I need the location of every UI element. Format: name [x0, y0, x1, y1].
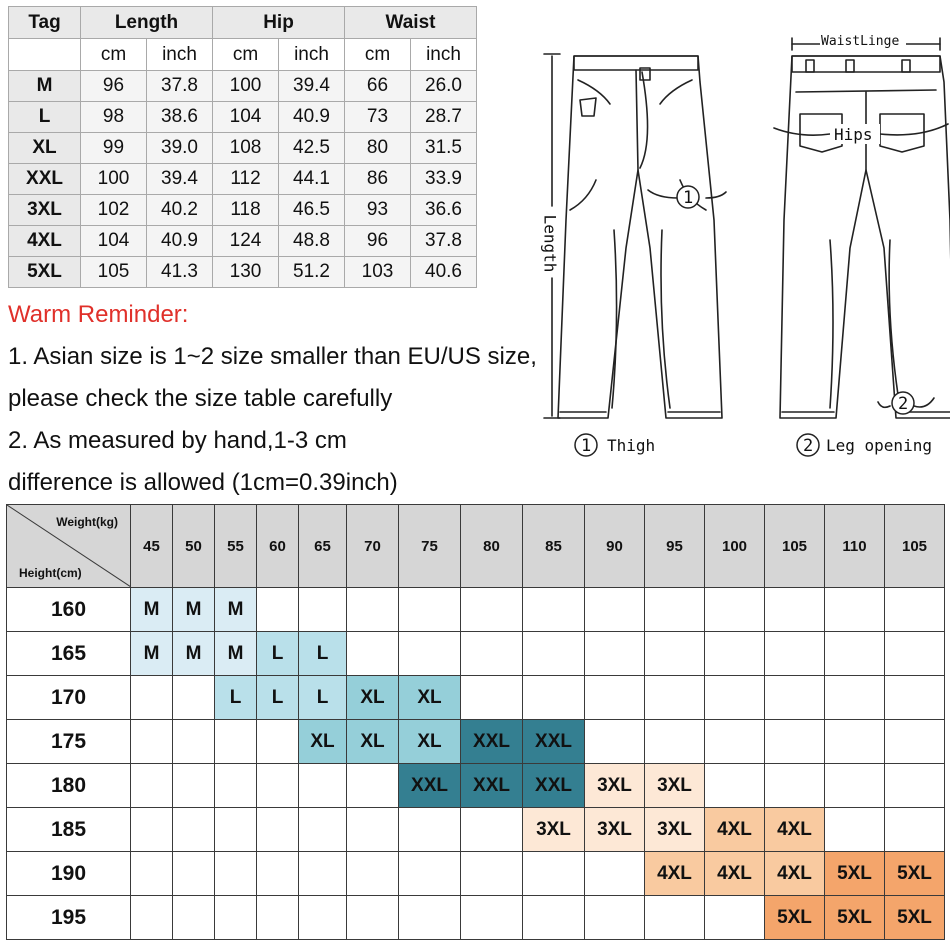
size-recommendation-cell: M: [215, 632, 257, 676]
size-value: 42.5: [279, 133, 345, 164]
size-recommendation-cell: 5XL: [765, 896, 825, 940]
unit-cell: inch: [411, 39, 477, 71]
empty-cell: [299, 852, 347, 896]
size-recommendation-cell: 5XL: [885, 896, 945, 940]
weight-header-cell: 100: [705, 505, 765, 588]
weight-header-cell: 50: [173, 505, 215, 588]
size-recommendation-cell: M: [131, 632, 173, 676]
size-value: 104: [213, 102, 279, 133]
size-recommendation-cell: XL: [347, 720, 399, 764]
weight-header-cell: 60: [257, 505, 299, 588]
empty-cell: [585, 676, 645, 720]
reminder-line: please check the size table carefully: [8, 385, 393, 412]
empty-cell: [765, 676, 825, 720]
size-value: 37.8: [147, 71, 213, 102]
weight-header-cell: 70: [347, 505, 399, 588]
empty-cell: [461, 808, 523, 852]
empty-cell: [645, 632, 705, 676]
weight-header-cell: 90: [585, 505, 645, 588]
size-recommendation-cell: 3XL: [523, 808, 585, 852]
empty-cell: [399, 588, 461, 632]
pants-measurement-diagram: [530, 20, 950, 470]
height-row: [7, 808, 945, 852]
size-value: 39.4: [147, 164, 213, 195]
empty-cell: [765, 720, 825, 764]
empty-cell: [523, 896, 585, 940]
empty-cell: [399, 632, 461, 676]
size-value: 66: [345, 71, 411, 102]
size-recommendation-cell: 5XL: [825, 852, 885, 896]
size-value: 26.0: [411, 71, 477, 102]
empty-cell: [257, 896, 299, 940]
empty-cell: [523, 676, 585, 720]
weight-header-cell: 95: [645, 505, 705, 588]
weight-header-cell: 110: [825, 505, 885, 588]
size-recommendation-cell: 4XL: [645, 852, 705, 896]
size-value: 73: [345, 102, 411, 133]
size-value: 48.8: [279, 226, 345, 257]
empty-cell: [131, 676, 173, 720]
empty-cell: [347, 764, 399, 808]
height-row: [7, 632, 945, 676]
height-cell: 165: [7, 632, 131, 676]
empty-cell: [299, 588, 347, 632]
empty-cell: [523, 588, 585, 632]
empty-cell: [399, 852, 461, 896]
empty-cell: [461, 632, 523, 676]
size-recommendation-cell: 3XL: [645, 808, 705, 852]
empty-cell: [215, 896, 257, 940]
reminder-line: difference is allowed (1cm=0.39inch): [8, 469, 398, 496]
thigh-legend: Thigh: [607, 436, 656, 455]
back-pants: [780, 56, 950, 418]
size-tag: 5XL: [9, 257, 81, 288]
empty-cell: [885, 764, 945, 808]
empty-cell: [765, 588, 825, 632]
size-row: [9, 164, 477, 195]
weight-caption: Weight(kg): [56, 515, 118, 529]
size-value: 105: [81, 257, 147, 288]
size-recommendation-cell: 4XL: [705, 808, 765, 852]
size-value: 86: [345, 164, 411, 195]
size-recommendation-cell: XXL: [461, 720, 523, 764]
size-table: [8, 6, 477, 288]
size-recommendation-cell: L: [257, 632, 299, 676]
empty-cell: [705, 720, 765, 764]
weight-header-cell: 75: [399, 505, 461, 588]
empty-cell: [825, 764, 885, 808]
leg-opening-legend: Leg opening: [826, 436, 932, 455]
size-value: 39.4: [279, 71, 345, 102]
size-value: 38.6: [147, 102, 213, 133]
corner-cell: [7, 505, 131, 588]
empty-cell: [215, 852, 257, 896]
size-value: 44.1: [279, 164, 345, 195]
marker-1-number: 1: [683, 188, 694, 208]
empty-cell: [173, 720, 215, 764]
size-value: 40.9: [147, 226, 213, 257]
size-value: 41.3: [147, 257, 213, 288]
empty-cell: [705, 764, 765, 808]
empty-cell: [585, 896, 645, 940]
size-table-body: [9, 71, 477, 288]
empty-cell: [299, 896, 347, 940]
empty-cell: [257, 588, 299, 632]
empty-cell: [131, 764, 173, 808]
empty-cell: [131, 896, 173, 940]
size-recommendation-cell: XL: [399, 720, 461, 764]
empty-cell: [173, 852, 215, 896]
size-recommendation-cell: XXL: [399, 764, 461, 808]
size-value: 96: [81, 71, 147, 102]
size-value: 93: [345, 195, 411, 226]
size-recommendation-cell: 4XL: [705, 852, 765, 896]
unit-cell: cm: [213, 39, 279, 71]
empty-cell: [461, 896, 523, 940]
size-table-unit-row: [9, 39, 477, 71]
size-tag: 3XL: [9, 195, 81, 226]
size-recommendation-cell: 3XL: [585, 808, 645, 852]
size-tag: M: [9, 71, 81, 102]
size-value: 37.8: [411, 226, 477, 257]
empty-cell: [257, 808, 299, 852]
size-value: 103: [345, 257, 411, 288]
size-value: 100: [81, 164, 147, 195]
empty-cell: [885, 632, 945, 676]
height-cell: 185: [7, 808, 131, 852]
empty-cell: [131, 808, 173, 852]
empty-cell: [215, 720, 257, 764]
empty-cell: [885, 720, 945, 764]
size-value: 130: [213, 257, 279, 288]
empty-cell: [885, 588, 945, 632]
empty-cell: [347, 632, 399, 676]
empty-cell: [645, 896, 705, 940]
size-recommendation-cell: 3XL: [585, 764, 645, 808]
empty-cell: [347, 896, 399, 940]
empty-cell: [645, 588, 705, 632]
empty-cell: [347, 808, 399, 852]
hips-label: Hips: [834, 125, 873, 144]
front-pants: [558, 56, 722, 418]
size-recommendation-cell: 4XL: [765, 852, 825, 896]
empty-cell: [825, 808, 885, 852]
height-row: [7, 588, 945, 632]
size-recommendation-cell: 4XL: [765, 808, 825, 852]
empty-cell: [347, 852, 399, 896]
empty-cell: [173, 676, 215, 720]
size-row: [9, 257, 477, 288]
height-row: [7, 676, 945, 720]
waist-header: Waist: [345, 7, 477, 39]
empty-cell: [257, 720, 299, 764]
size-tag: XL: [9, 133, 81, 164]
empty-cell: [523, 632, 585, 676]
legend-2-number: 2: [803, 436, 814, 456]
size-value: 102: [81, 195, 147, 226]
unit-cell: cm: [345, 39, 411, 71]
size-value: 46.5: [279, 195, 345, 226]
empty-cell: [131, 852, 173, 896]
empty-cell: [299, 764, 347, 808]
empty-cell: [585, 588, 645, 632]
size-table-header-row: [9, 7, 477, 39]
height-cell: 195: [7, 896, 131, 940]
length-label: Length: [540, 214, 560, 273]
size-value: 31.5: [411, 133, 477, 164]
size-row: [9, 102, 477, 133]
size-value: 112: [213, 164, 279, 195]
waistline-label: WaistLinge: [821, 34, 900, 49]
weight-header-cell: 80: [461, 505, 523, 588]
pants-drawing: [530, 20, 950, 470]
height-caption: Height(cm): [19, 566, 82, 580]
empty-cell: [399, 808, 461, 852]
empty-cell: [705, 896, 765, 940]
unit-cell: inch: [147, 39, 213, 71]
empty-cell: [885, 808, 945, 852]
size-tag: L: [9, 102, 81, 133]
empty-cell: [399, 896, 461, 940]
empty-cell: [705, 676, 765, 720]
size-value: 104: [81, 226, 147, 257]
size-value: 99: [81, 133, 147, 164]
empty-cell: [765, 764, 825, 808]
height-cell: 175: [7, 720, 131, 764]
size-value: 118: [213, 195, 279, 226]
size-recommendation-cell: L: [215, 676, 257, 720]
empty-cell: [461, 852, 523, 896]
size-recommendation-cell: L: [299, 676, 347, 720]
empty-cell: [523, 852, 585, 896]
size-value: 96: [345, 226, 411, 257]
size-row: [9, 195, 477, 226]
empty-cell: [825, 720, 885, 764]
length-header: Length: [81, 7, 213, 39]
empty-cell: [173, 808, 215, 852]
weight-header-cell: 45: [131, 505, 173, 588]
size-row: [9, 71, 477, 102]
unit-cell: inch: [279, 39, 345, 71]
size-recommendation-cell: XXL: [523, 720, 585, 764]
empty-cell: [885, 676, 945, 720]
empty-cell: [585, 632, 645, 676]
height-row: [7, 720, 945, 764]
size-row: [9, 226, 477, 257]
size-value: 33.9: [411, 164, 477, 195]
empty-cell: [765, 632, 825, 676]
weight-height-body: [7, 588, 945, 940]
warm-reminder-title: Warm Reminder:: [8, 301, 189, 328]
marker-2-number: 2: [898, 394, 909, 414]
size-value: 100: [213, 71, 279, 102]
empty-cell: [645, 676, 705, 720]
empty-cell: [585, 852, 645, 896]
empty-cell: [215, 808, 257, 852]
empty-cell: [645, 720, 705, 764]
weight-header-row: [7, 505, 945, 588]
reminder-line: 2. As measured by hand,1-3 cm: [8, 427, 347, 454]
empty-cell: [299, 808, 347, 852]
size-recommendation-cell: XL: [399, 676, 461, 720]
empty-cell: [825, 676, 885, 720]
size-tag: 4XL: [9, 226, 81, 257]
empty-cell: [705, 588, 765, 632]
size-value: 124: [213, 226, 279, 257]
empty-cell: [585, 720, 645, 764]
hip-header: Hip: [213, 7, 345, 39]
height-row: [7, 852, 945, 896]
height-cell: 160: [7, 588, 131, 632]
size-recommendation-cell: XXL: [461, 764, 523, 808]
size-recommendation-cell: L: [257, 676, 299, 720]
height-row: [7, 896, 945, 940]
empty-cell: [825, 588, 885, 632]
weight-header-cell: 85: [523, 505, 585, 588]
size-value: 39.0: [147, 133, 213, 164]
weight-header-cell: 105: [765, 505, 825, 588]
weight-header-cell: 105: [885, 505, 945, 588]
size-row: [9, 133, 477, 164]
empty-cell: [705, 632, 765, 676]
empty-cell: [257, 852, 299, 896]
empty-cell: [461, 676, 523, 720]
size-value: 40.9: [279, 102, 345, 133]
size-recommendation-cell: XXL: [523, 764, 585, 808]
size-recommendation-cell: M: [131, 588, 173, 632]
weight-header-cell: 55: [215, 505, 257, 588]
size-value: 40.6: [411, 257, 477, 288]
weight-height-table: [6, 504, 945, 940]
empty-cell: [215, 764, 257, 808]
unit-cell: cm: [81, 39, 147, 71]
height-row: [7, 764, 945, 808]
size-value: 108: [213, 133, 279, 164]
height-cell: 170: [7, 676, 131, 720]
unit-row-blank: [9, 39, 81, 71]
empty-cell: [347, 588, 399, 632]
size-recommendation-cell: M: [173, 588, 215, 632]
size-value: 40.2: [147, 195, 213, 226]
weight-header-cell: 65: [299, 505, 347, 588]
size-value: 80: [345, 133, 411, 164]
size-recommendation-cell: XL: [347, 676, 399, 720]
size-tag: XXL: [9, 164, 81, 195]
size-recommendation-cell: 5XL: [825, 896, 885, 940]
empty-cell: [461, 588, 523, 632]
size-recommendation-cell: M: [215, 588, 257, 632]
size-value: 28.7: [411, 102, 477, 133]
empty-cell: [825, 632, 885, 676]
size-value: 98: [81, 102, 147, 133]
empty-cell: [173, 764, 215, 808]
tag-header: Tag: [9, 7, 81, 39]
size-value: 51.2: [279, 257, 345, 288]
reminder-line: 1. Asian size is 1~2 size smaller than EU/US size,: [8, 343, 537, 370]
legend-1-number: 1: [581, 436, 592, 456]
size-value: 36.6: [411, 195, 477, 226]
size-recommendation-cell: 3XL: [645, 764, 705, 808]
size-recommendation-cell: L: [299, 632, 347, 676]
empty-cell: [131, 720, 173, 764]
size-recommendation-cell: M: [173, 632, 215, 676]
size-recommendation-cell: XL: [299, 720, 347, 764]
empty-cell: [173, 896, 215, 940]
height-cell: 190: [7, 852, 131, 896]
size-recommendation-cell: 5XL: [885, 852, 945, 896]
height-cell: 180: [7, 764, 131, 808]
empty-cell: [257, 764, 299, 808]
